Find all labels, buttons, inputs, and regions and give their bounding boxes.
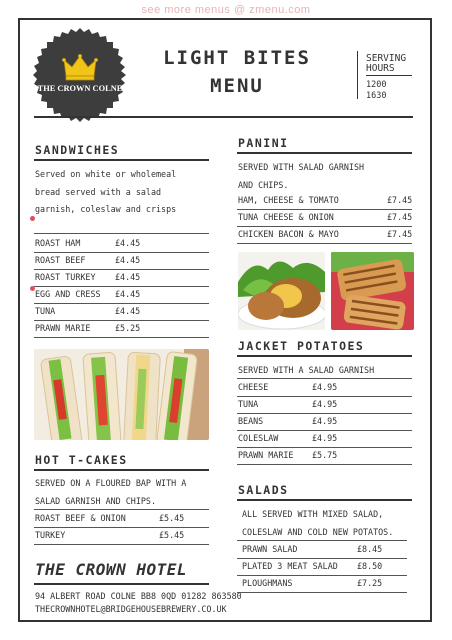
menu-row: TUNA £4.45	[34, 304, 209, 321]
sandwiches-list	[34, 236, 209, 338]
sandwich-photo	[34, 349, 209, 440]
section-heading-sandwiches: SANDWICHES	[35, 143, 120, 157]
jacket-list-top	[237, 378, 412, 379]
footer-rule	[34, 583, 209, 585]
menu-row: ROAST BEEF £4.45	[34, 253, 209, 270]
serving-underline	[366, 75, 412, 76]
menu-row: PLOUGHMANS £7.25	[237, 576, 407, 593]
section-rule-jacket	[237, 355, 412, 357]
logo-badge	[32, 27, 128, 123]
section-heading-panini: PANINI	[238, 136, 289, 150]
menu-row: COLESLAW £4.95	[237, 431, 412, 448]
panini-photo	[331, 252, 414, 330]
menu-row: PRAWN MARIE £5.25	[34, 321, 209, 338]
section-rule-sandwiches	[34, 159, 209, 161]
menu-row: ROAST TURKEY £4.45	[34, 270, 209, 287]
salads-list-top	[237, 540, 407, 541]
marker-dot	[30, 216, 35, 221]
tcakes-list-top	[34, 509, 209, 510]
tcakes-note: SERVED ON A FLOURED BAP WITH A SALAD GARNISH AND CHIPS.	[35, 478, 187, 506]
menu-row: TURKEY £5.45	[34, 528, 209, 545]
logo-text: THE CROWN COLNE	[37, 84, 123, 93]
serving-divider	[357, 51, 358, 99]
section-rule-panini	[237, 152, 412, 154]
menu-row: CHEESE £4.95	[237, 380, 412, 397]
sandwiches-note: Served on white or wholemeal bread served with a salad garnish, coleslaw and crisps	[35, 169, 177, 214]
menu-row: ROAST BEEF & ONION £5.45	[34, 511, 209, 528]
tcakes-list	[34, 511, 209, 545]
menu-row: CHICKEN BACON & MAYO £7.45	[237, 227, 412, 244]
serving-label-2: HOURS	[366, 63, 395, 74]
serving-label-1: SERVING	[366, 53, 407, 64]
serving-start: 1200	[366, 80, 387, 90]
jacket-potato-photo	[238, 252, 325, 330]
menu-row: TUNA £4.95	[237, 397, 412, 414]
footer-email[interactable]: THECROWNHOTEL@BRIDGEHOUSEBREWERY.CO.UK	[35, 604, 227, 614]
watermark[interactable]: see more menus @ zmenu.com	[141, 4, 311, 16]
sandwiches-list-top	[34, 233, 209, 234]
panini-list	[237, 193, 412, 244]
serving-end: 1630	[366, 91, 387, 101]
menu-row: PRAWN SALAD £8.45	[237, 542, 407, 559]
menu-row: TUNA CHEESE & ONION £7.45	[237, 210, 412, 227]
menu-row: EGG AND CRESS £4.45	[34, 287, 209, 304]
salads-list	[237, 542, 407, 593]
footer-address: 94 ALBERT ROAD COLNE BB8 0QD 01282 863580	[35, 591, 242, 601]
section-heading-jacket: JACKET POTATOES	[238, 339, 365, 353]
jacket-list	[237, 380, 412, 465]
section-heading-salads: SALADS	[238, 483, 289, 497]
salads-note: ALL SERVED WITH MIXED SALAD, COLESLAW AND COLD NEW POTATOS.	[242, 509, 394, 537]
footer-hotel-name: THE CROWN HOTEL	[35, 560, 187, 579]
section-heading-tcakes: HOT T-CAKES	[35, 453, 128, 467]
header-rule	[34, 116, 413, 118]
section-rule-tcakes	[34, 469, 209, 471]
menu-row: BEANS £4.95	[237, 414, 412, 431]
menu-title-line1: LIGHT BITES	[163, 47, 311, 69]
menu-row: ROAST HAM £4.45	[34, 236, 209, 253]
menu-row: PRAWN MARIE £5.75	[237, 448, 412, 465]
section-rule-salads	[237, 499, 412, 501]
jacket-note: SERVED WITH A SALAD GARNISH	[238, 365, 375, 375]
panini-note: SERVED WITH SALAD GARNISH AND CHIPS.	[238, 162, 365, 190]
menu-title-line2: MENU	[210, 75, 264, 97]
menu-row: HAM, CHEESE & TOMATO £7.45	[237, 193, 412, 210]
menu-row: PLATED 3 MEAT SALAD £8.50	[237, 559, 407, 576]
